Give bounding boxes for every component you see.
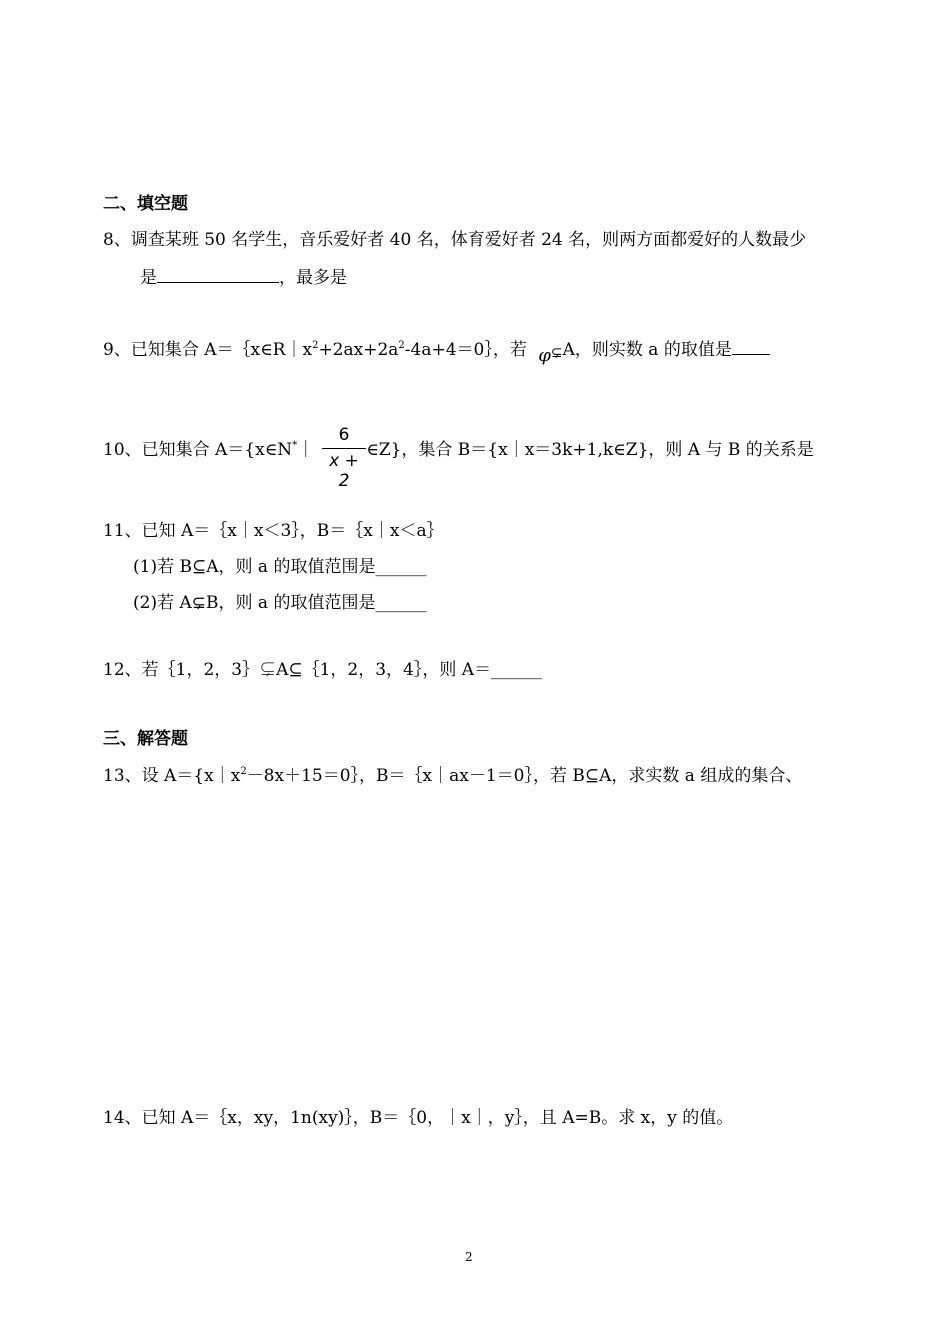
exponent: 2 [240,766,247,777]
question-13-prefix: 13、设 A＝{x｜x [103,766,241,786]
question-11-stem: 11、已知 A＝｛x｜x＜3｝，B＝｛x｜x＜a｝ [103,521,444,541]
fraction-denominator: x + 2 [329,451,359,491]
proper-subset-symbol: ⊊ [550,345,563,361]
answer-blank [732,338,770,355]
exponent: 2 [398,340,405,351]
question-8-text-b: ，最多是 [279,268,347,288]
question-9-mid-2: -4a+4＝0｝，若 [404,340,527,360]
page-number: 2 [465,1250,473,1264]
question-13-suffix: －8x＋15＝0｝，B＝｛x｜ax－1＝0｝，若 B⊆A，求实数 a 组成的集合、 [246,766,803,786]
question-8-text-a: 是 [140,268,157,288]
question-8-line-1: 8、调查某班 50 名学生，音乐爱好者 40 名，体育爱好者 24 名，则两方面都爱好的人数最少 [103,230,807,250]
superscript-star: * [292,440,298,451]
answer-blank-min [157,266,279,283]
question-9-prefix: 9、已知集合 A＝｛x∈R｜x [103,340,313,360]
question-11-part-1: (1)若 B⊆A，则 a 的取值范围是______ [133,557,427,577]
question-11-part-2: (2)若 A⊊B，则 a 的取值范围是______ [133,593,427,613]
question-9-suffix: A，则实数 a 的取值是 [562,340,732,360]
question-13 [103,766,802,786]
question-10 [103,440,814,460]
fraction [322,425,366,491]
question-9-mid-1: +2ax+2a [318,340,399,360]
empty-set-symbol: φ [538,345,551,366]
question-8-line-2 [140,266,347,288]
question-14: 14、已知 A＝｛x，xy，1n(xy)｝，B＝｛0，｜x｜，y｝，且 A=B。求 x，y 的值。 [103,1108,734,1128]
section-heading-answer: 三、解答题 [103,729,188,749]
question-9 [103,338,770,366]
section-heading-fill-in: 二、填空题 [103,194,188,214]
question-12: 12、若｛1，2，3｝⊊A⊆｛1，2，3，4｝，则 A＝______ [103,660,543,680]
question-10-prefix: 10、已知集合 A＝{x∈N [103,440,293,460]
question-10-suffix: ∈Z}，集合 B＝{x｜x＝3k+1,k∈Z}，则 A 与 B 的关系是 [366,440,814,460]
set-bar: ｜ [297,440,315,460]
exponent: 2 [312,340,319,351]
fraction-numerator: 6 [338,425,350,445]
fraction-bar [322,448,366,449]
